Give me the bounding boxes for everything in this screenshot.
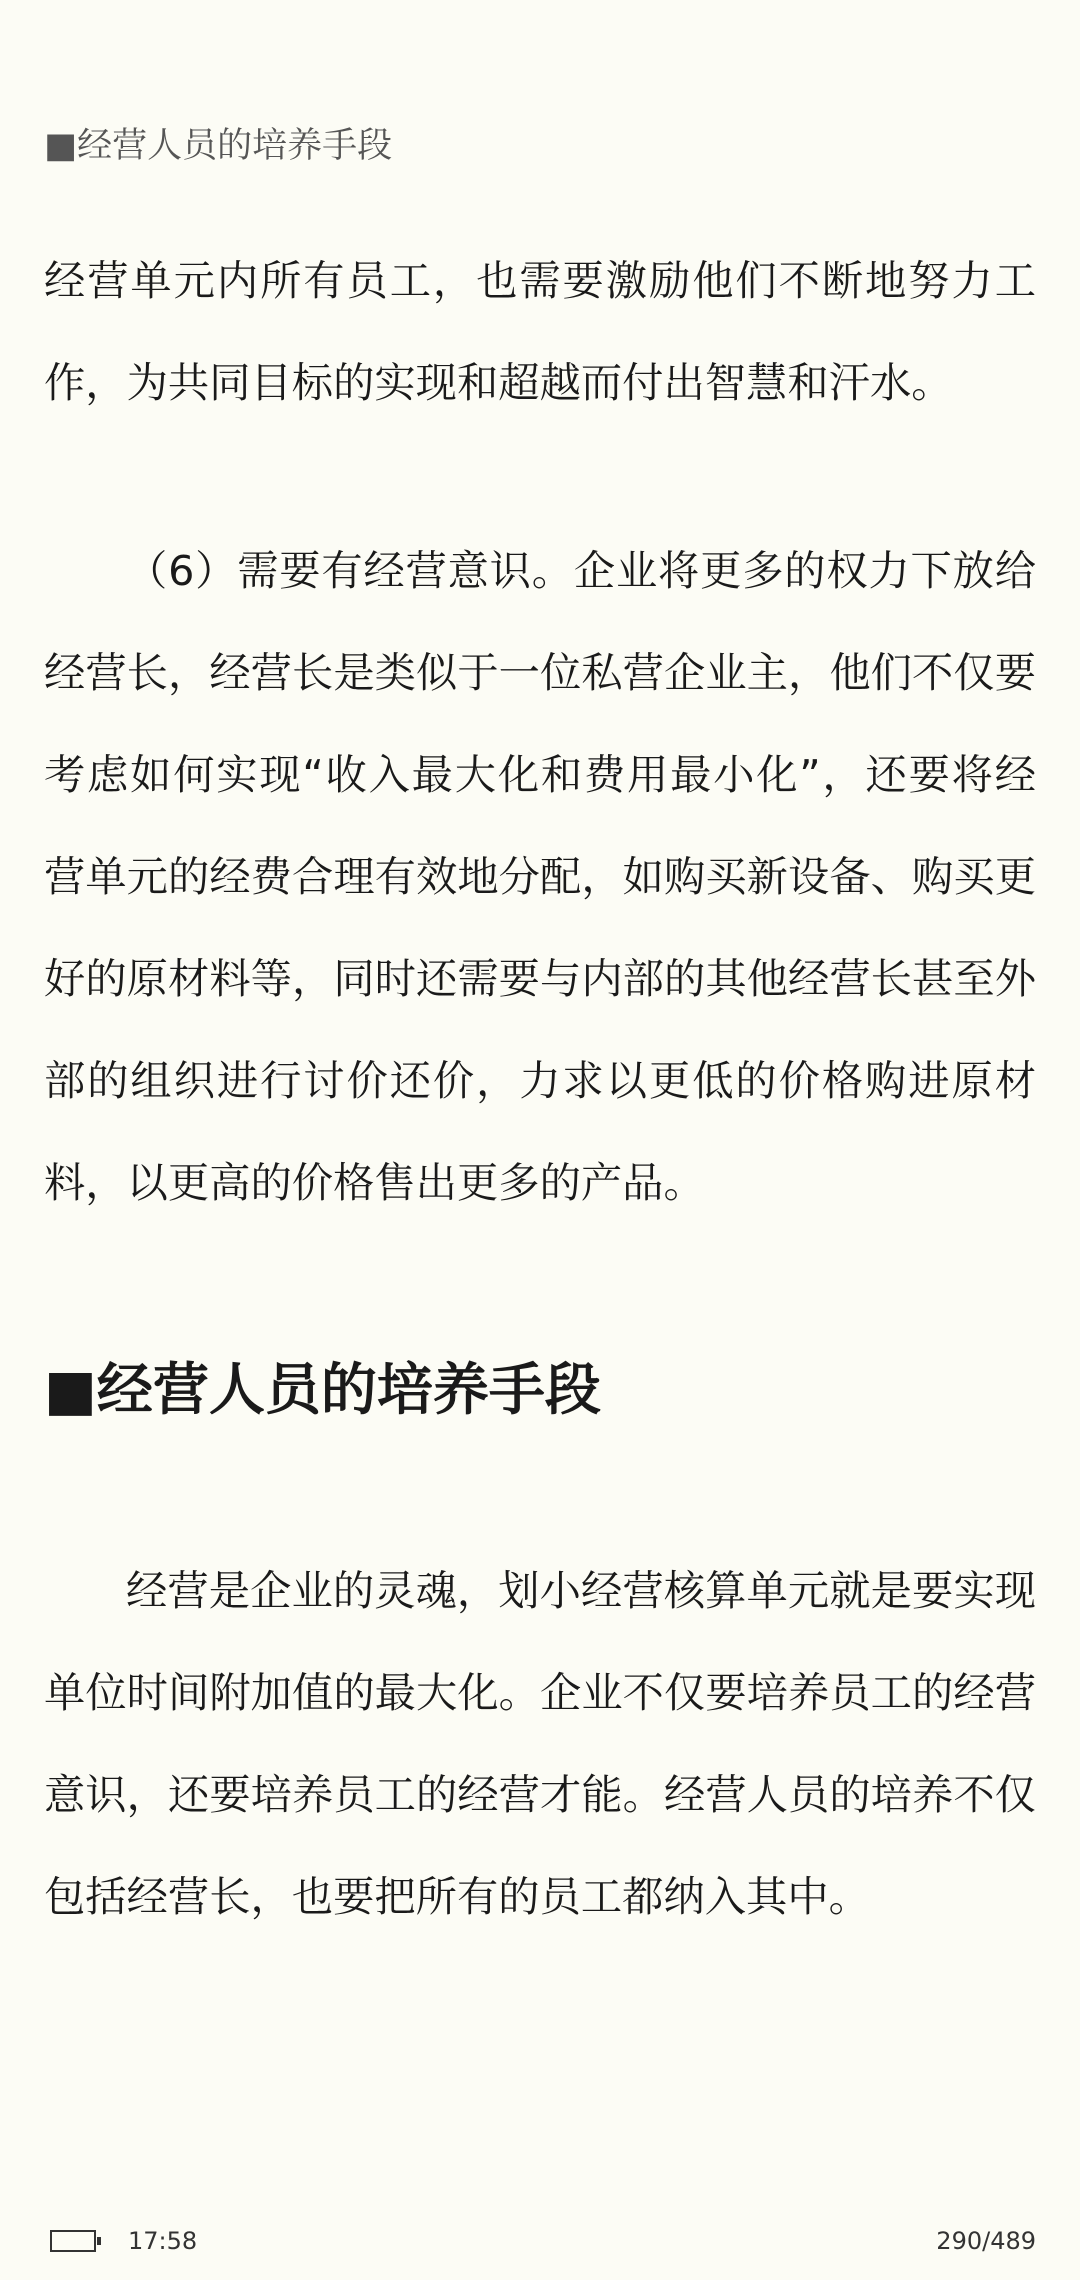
paragraph-1: 经营单元内所有员工，也需要激励他们不断地努力工作，为共同目标的实现和超越而付出智慧和汗水。: [44, 257, 1036, 407]
battery-icon: [50, 2230, 96, 2252]
page-counter: 290/489: [936, 2227, 1036, 2255]
paragraph-3: 经营是企业的灵魂，划小经营核算单元就是要实现单位时间附加值的最大化。企业不仅要培养员工的经营意识，还要培养员工的经营才能。经营人员的培养不仅包括经营长，也要把所有的员工都纳入其中。: [44, 1567, 1036, 1921]
running-header-title: ■经营人员的培养手段: [44, 126, 393, 166]
reader-status-bar: [0, 2220, 1080, 2270]
clock-time: 17:58: [128, 2227, 198, 2255]
paragraph-2: （6）需要有经营意识。企业将更多的权力下放给经营长，经营长是类似于一位私营企业主，他们不仅要考虑如何实现“收入最大化和费用最小化”，还要将经营单元的经费合理有效地分配，如购买新设备、购买更好的原材料等，同时还需要与内部的其他经营长甚至外部的组织进行讨价还价，力求以更低的价格购进原材料，以更高的价格售出更多的产品。: [44, 547, 1036, 1207]
section-heading: ■经营人员的培养手段: [44, 1358, 601, 1423]
